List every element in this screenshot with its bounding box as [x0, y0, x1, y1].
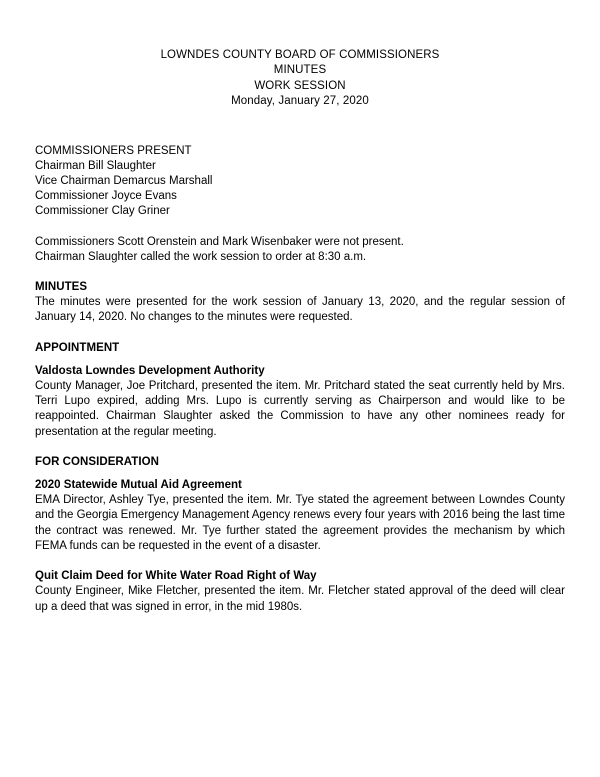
attendance-heading: COMMISSIONERS PRESENT — [35, 144, 192, 157]
spacer-appointment-heading — [35, 356, 565, 364]
consideration-section — [35, 455, 565, 615]
spacer-after-attendance-list — [35, 220, 565, 235]
minutes-section-heading: MINUTES — [35, 281, 88, 294]
consideration-item-title-quit-claim-deed: Quit Claim Deed for White Water Road Right of Way — [35, 570, 317, 583]
consideration-item-body-mutual-aid: EMA Director, Ashley Tye, presented the item. Mr. Tye stated the agreement between Lowndes County and the Georgia Emergency Management Agency renews every four years with 2016 being the last time the contract was renewed. Mr. Tye further stated the agreement provides the mechanism by which FEMA funds can be requested in the event of a disaster. — [35, 494, 565, 552]
consideration-section-heading: FOR CONSIDERATION — [35, 455, 159, 468]
document-title-block — [35, 0, 565, 110]
appointment-section-heading: APPOINTMENT — [35, 341, 120, 354]
title-line-session: WORK SESSION — [254, 79, 346, 92]
appointment-item-title-vlda: Valdosta Lowndes Development Authority — [35, 364, 265, 377]
attendance-member-chairman: Chairman Bill Slaughter — [35, 159, 156, 172]
title-line-doctype: MINUTES — [273, 64, 327, 77]
minutes-section-body: The minutes were presented for the work session of January 13, 2020, and the regular session of January 14, 2020. No changes to the minutes were requested. — [35, 296, 565, 324]
consideration-item-body-quit-claim-deed: County Engineer, Mike Fletcher, presented the item. Mr. Fletcher stated approval of the deed will clear up a deed that was signed in error, in the mid 1980s. — [35, 585, 565, 613]
consideration-item-title-mutual-aid: 2020 Statewide Mutual Aid Agreement — [35, 479, 242, 492]
attendance-member-griner: Commissioner Clay Griner — [35, 205, 170, 218]
call-to-order-note: Chairman Slaughter called the work session to order at 8:30 a.m. — [35, 250, 367, 263]
absent-note: Commissioners Scott Orenstein and Mark Wisenbaker were not present. — [35, 235, 404, 248]
document-content — [35, 0, 565, 615]
attendance-member-vice-chairman: Vice Chairman Demarcus Marshall — [35, 175, 213, 188]
spacer-consideration-heading — [35, 470, 565, 478]
title-line-date: Monday, January 27, 2020 — [231, 95, 369, 108]
attendance-member-evans: Commissioner Joyce Evans — [35, 190, 177, 203]
appointment-section — [35, 341, 565, 440]
title-line-organization: LOWNDES COUNTY BOARD OF COMMISSIONERS — [160, 49, 440, 61]
minutes-section — [35, 280, 565, 326]
spacer-after-title — [35, 110, 565, 144]
spacer-before-consideration — [35, 440, 565, 455]
spacer-between-consideration-items — [35, 554, 565, 569]
spacer-before-appointment — [35, 326, 565, 341]
attendance-block — [35, 144, 565, 220]
attendance-notes-block — [35, 235, 565, 265]
appointment-item-body-vlda: County Manager, Joe Pritchard, presented the item. Mr. Pritchard stated the seat currently held by Mrs. Terri Lupo expired, adding Mrs. Lupo is currently serving as Chairperson and would like to be reappointed. Chairman Slaughter asked the Commission to have any other nominees ready for presentation at the regular meeting. — [35, 380, 565, 438]
spacer-before-minutes — [35, 265, 565, 280]
